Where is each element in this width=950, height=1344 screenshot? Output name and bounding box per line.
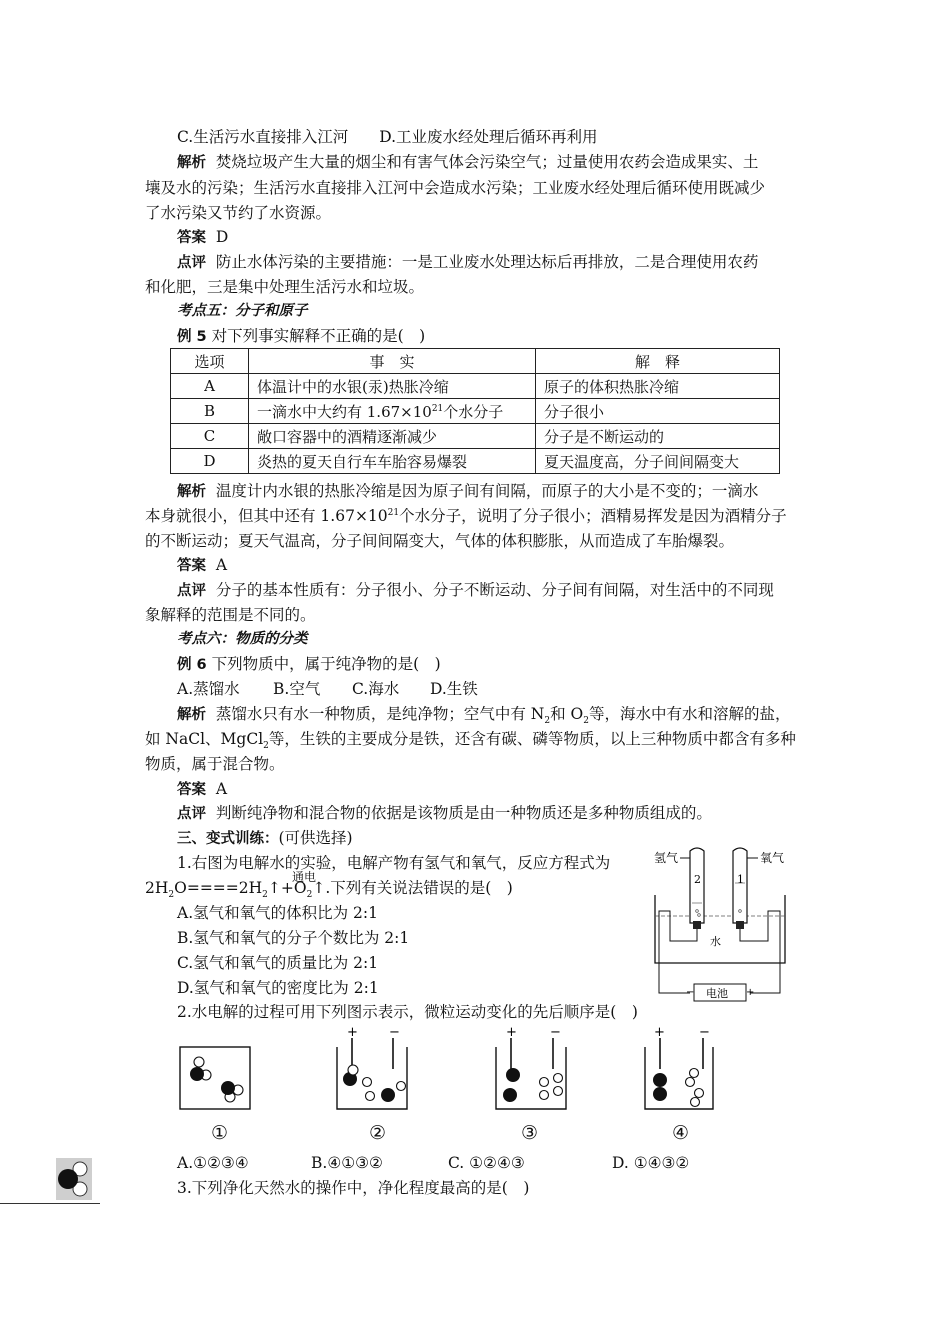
analysis-line: 物质，属于混合物。 xyxy=(145,755,285,773)
analysis-text: 焚烧垃圾产生大量的烟尘和有害气体会污染空气；过量使用农药会造成果实、土 xyxy=(215,153,759,171)
equation-text: ↑+O xyxy=(267,879,307,897)
analysis-line xyxy=(177,480,758,503)
answer-line xyxy=(177,226,228,249)
comment-text: 判断纯净物和混合物的依据是该物质是由一种物质还是多种物质组成的。 xyxy=(215,804,712,822)
comment-line xyxy=(177,251,758,274)
negative-electrode-label: − xyxy=(550,1025,561,1040)
analysis-line: 的不断运动；夏天气温高，分子间间隔变大，气体的体积膨胀，从而造成了车胎爆裂。 xyxy=(145,532,735,550)
fact-cell: 体温计中的水银(汞)热胀冷缩 xyxy=(249,374,536,399)
fact-cell xyxy=(249,399,536,424)
subscript: 2 xyxy=(263,741,269,752)
tube-scale-right: 1 xyxy=(737,873,744,886)
answer-label: 答案 xyxy=(177,782,206,798)
electrode xyxy=(736,921,744,929)
fact-text: 个水分子 xyxy=(443,402,504,421)
analysis-text: 等，生铁的主要成分是铁，还含有碳、磷等物质，以上三种物质中都含有多种 xyxy=(268,730,796,748)
diagram-label: ④ xyxy=(672,1122,690,1144)
equation-text: 2H xyxy=(145,879,169,897)
diagram-4 xyxy=(645,1025,713,1109)
table-row xyxy=(171,424,780,449)
answer-option: B.空气 xyxy=(273,680,321,698)
water-label: 水 xyxy=(710,935,721,948)
section-heading: 考点六：物质的分类 xyxy=(177,631,308,647)
analysis-line: 了水污染又节约了水资源。 xyxy=(145,204,332,222)
answer-option: A.氢气和氧气的体积比为 2:1 xyxy=(177,904,378,922)
equation-line xyxy=(145,877,513,899)
answer-option: D. ①④③② xyxy=(612,1154,690,1172)
answer-value: A xyxy=(215,556,228,574)
comment-text: 防止水体污染的主要措施：一是工业废水处理达标后再排放，二是合理使用农药 xyxy=(215,253,759,271)
header-cell: 选项 xyxy=(171,349,249,374)
answer-value: D xyxy=(215,228,229,246)
positive-electrode-label: + xyxy=(347,1025,358,1040)
answer-line xyxy=(177,778,227,801)
answer-option: A.①②③④ xyxy=(177,1154,249,1172)
analysis-line xyxy=(177,703,790,726)
question-text: 2.水电解的过程可用下列图示表示，微粒运动变化的先后顺序是( ) xyxy=(177,1003,638,1021)
plus-sign: + xyxy=(746,987,755,998)
answer-option: D.生铁 xyxy=(430,680,478,698)
answer-option: B.④①③② xyxy=(311,1154,383,1172)
analysis-line: 壤及水的污染；生活污水直接排入江河中会造成水污染；工业废水经处理后循环使用既减少 xyxy=(145,179,766,197)
header-cell: 事 实 xyxy=(249,349,536,374)
section-title: 三、变式训练： xyxy=(177,831,279,847)
comment-line xyxy=(177,802,712,825)
answer-option: C.海水 xyxy=(352,680,400,698)
diagram-label: ② xyxy=(369,1122,387,1144)
comment-text: 分子的基本性质有：分子很小、分子不断运动、分子间有间隔，对生活中的不同现 xyxy=(215,581,774,599)
reaction-condition: 通电 xyxy=(292,870,317,884)
option-cell: A xyxy=(171,374,249,399)
comment-line xyxy=(177,579,774,602)
example-label: 例 5 xyxy=(177,329,207,345)
analysis-line xyxy=(145,505,787,527)
section-note: (可供选择) xyxy=(278,829,353,847)
option-line-cd: C.生活污水直接排入江河 D.工业废水经处理后循环再利用 xyxy=(177,128,598,146)
subscript: 2 xyxy=(583,716,589,727)
equation-text: ↑.下列有关说法错误的是( ) xyxy=(312,879,513,897)
table-row xyxy=(171,399,780,424)
answer-value: A xyxy=(215,780,228,798)
positive-electrode-label: + xyxy=(506,1025,517,1040)
answer-label: 答案 xyxy=(177,558,206,574)
analysis-label: 解析 xyxy=(177,155,206,171)
explanation-cell: 夏天温度高，分子间间隔变大 xyxy=(536,449,780,474)
option-cell: D xyxy=(171,449,249,474)
diagram-label: ③ xyxy=(521,1122,539,1144)
diagram-1 xyxy=(180,1047,250,1109)
analysis-text: 温度计内水银的热胀冷缩是因为原子间有间隔，而原子的大小是不变的；一滴水 xyxy=(215,482,759,500)
answer-option: D.氢气和氧气的密度比为 2:1 xyxy=(177,979,379,997)
comment-line: 和化肥，三是集中处理生活污水和垃圾。 xyxy=(145,278,425,296)
analysis-line xyxy=(177,151,758,174)
fact-explanation-table xyxy=(170,348,780,474)
analysis-label: 解析 xyxy=(177,484,206,500)
section-heading: 考点五：分子和原子 xyxy=(177,303,308,319)
subscript: 2 xyxy=(168,890,175,901)
diagram-2 xyxy=(337,1025,407,1109)
analysis-text: 蒸馏水只有水一种物质，是纯净物；空气中有 N xyxy=(215,705,545,723)
fact-cell: 炎热的夏天自行车车胎容易爆裂 xyxy=(249,449,536,474)
diagram-3 xyxy=(496,1025,566,1109)
answer-option: B.氢气和氧气的分子个数比为 2:1 xyxy=(177,929,410,947)
question-text: 1.右图为电解水的实验，电解产物有氢气和氧气，反应方程式为 xyxy=(177,854,611,872)
battery-label: 电池 xyxy=(706,987,728,1000)
equation-text: O====2H xyxy=(174,879,263,897)
example-question xyxy=(177,325,425,348)
exponent: 21 xyxy=(431,403,444,414)
answer-line xyxy=(177,554,227,577)
comment-label: 点评 xyxy=(177,255,206,271)
table-header-row xyxy=(171,349,780,374)
question-text: 3.下列净化天然水的操作中，净化程度最高的是( ) xyxy=(177,1179,530,1197)
molecule-logo-icon xyxy=(56,1158,92,1200)
subscript: 2 xyxy=(306,890,313,901)
analysis-line xyxy=(145,728,796,750)
electrode xyxy=(693,921,701,929)
diagram-label: ① xyxy=(211,1122,229,1144)
analysis-text: 等，海水中有水和溶解的盐， xyxy=(588,705,791,723)
option-cell: B xyxy=(171,399,249,424)
analysis-label: 解析 xyxy=(177,707,206,723)
option-cell: C xyxy=(171,424,249,449)
table-row xyxy=(171,374,780,399)
negative-electrode-label: − xyxy=(699,1025,710,1040)
negative-electrode-label: − xyxy=(389,1025,400,1040)
subscript: 2 xyxy=(262,890,268,901)
analysis-text: 和 O xyxy=(550,705,584,723)
electrolysis-apparatus-figure xyxy=(650,845,795,1003)
minus-sign: − xyxy=(686,987,695,998)
comment-label: 点评 xyxy=(177,806,206,822)
analysis-text: 如 NaCl、MgCl xyxy=(145,730,264,748)
analysis-text: 个水分子，说明了分子很小；酒精易挥发是因为酒精分子 xyxy=(399,507,787,525)
explanation-cell: 原子的体积热胀冷缩 xyxy=(536,374,780,399)
question-text: 下列物质中，属于纯净物的是( ) xyxy=(211,655,441,673)
answer-label: 答案 xyxy=(177,230,206,246)
tube-scale-left: 2 xyxy=(694,873,701,886)
exponent: 21 xyxy=(387,507,400,518)
positive-electrode-label: + xyxy=(654,1025,665,1040)
analysis-text: 本身就很小，但其中还有 1.67×10 xyxy=(145,507,388,525)
molecule-diagrams xyxy=(175,1024,715,1114)
fact-text: 一滴水中大约有 1.67×10 xyxy=(257,402,432,421)
example-label: 例 6 xyxy=(177,657,207,673)
subscript: 2 xyxy=(544,716,551,727)
oxygen-label: 氧气 xyxy=(760,851,785,865)
header-cell: 解 释 xyxy=(536,349,780,374)
comment-label: 点评 xyxy=(177,583,206,599)
explanation-cell: 分子很小 xyxy=(536,399,780,424)
answer-option: A.蒸馏水 xyxy=(177,680,240,698)
explanation-cell: 分子是不断运动的 xyxy=(536,424,780,449)
table-row xyxy=(171,449,780,474)
example-question xyxy=(177,653,441,676)
comment-line: 象解释的范围是不同的。 xyxy=(145,606,316,624)
fact-cell: 敞口容器中的酒精逐渐减少 xyxy=(249,424,536,449)
section-heading xyxy=(177,827,353,850)
answer-option: C. ①②④③ xyxy=(448,1154,525,1172)
footer-divider xyxy=(0,1203,100,1204)
answer-option: C.氢气和氧气的质量比为 2:1 xyxy=(177,954,379,972)
question-text: 对下列事实解释不正确的是( ) xyxy=(211,327,426,345)
hydrogen-label: 氢气 xyxy=(654,851,679,865)
